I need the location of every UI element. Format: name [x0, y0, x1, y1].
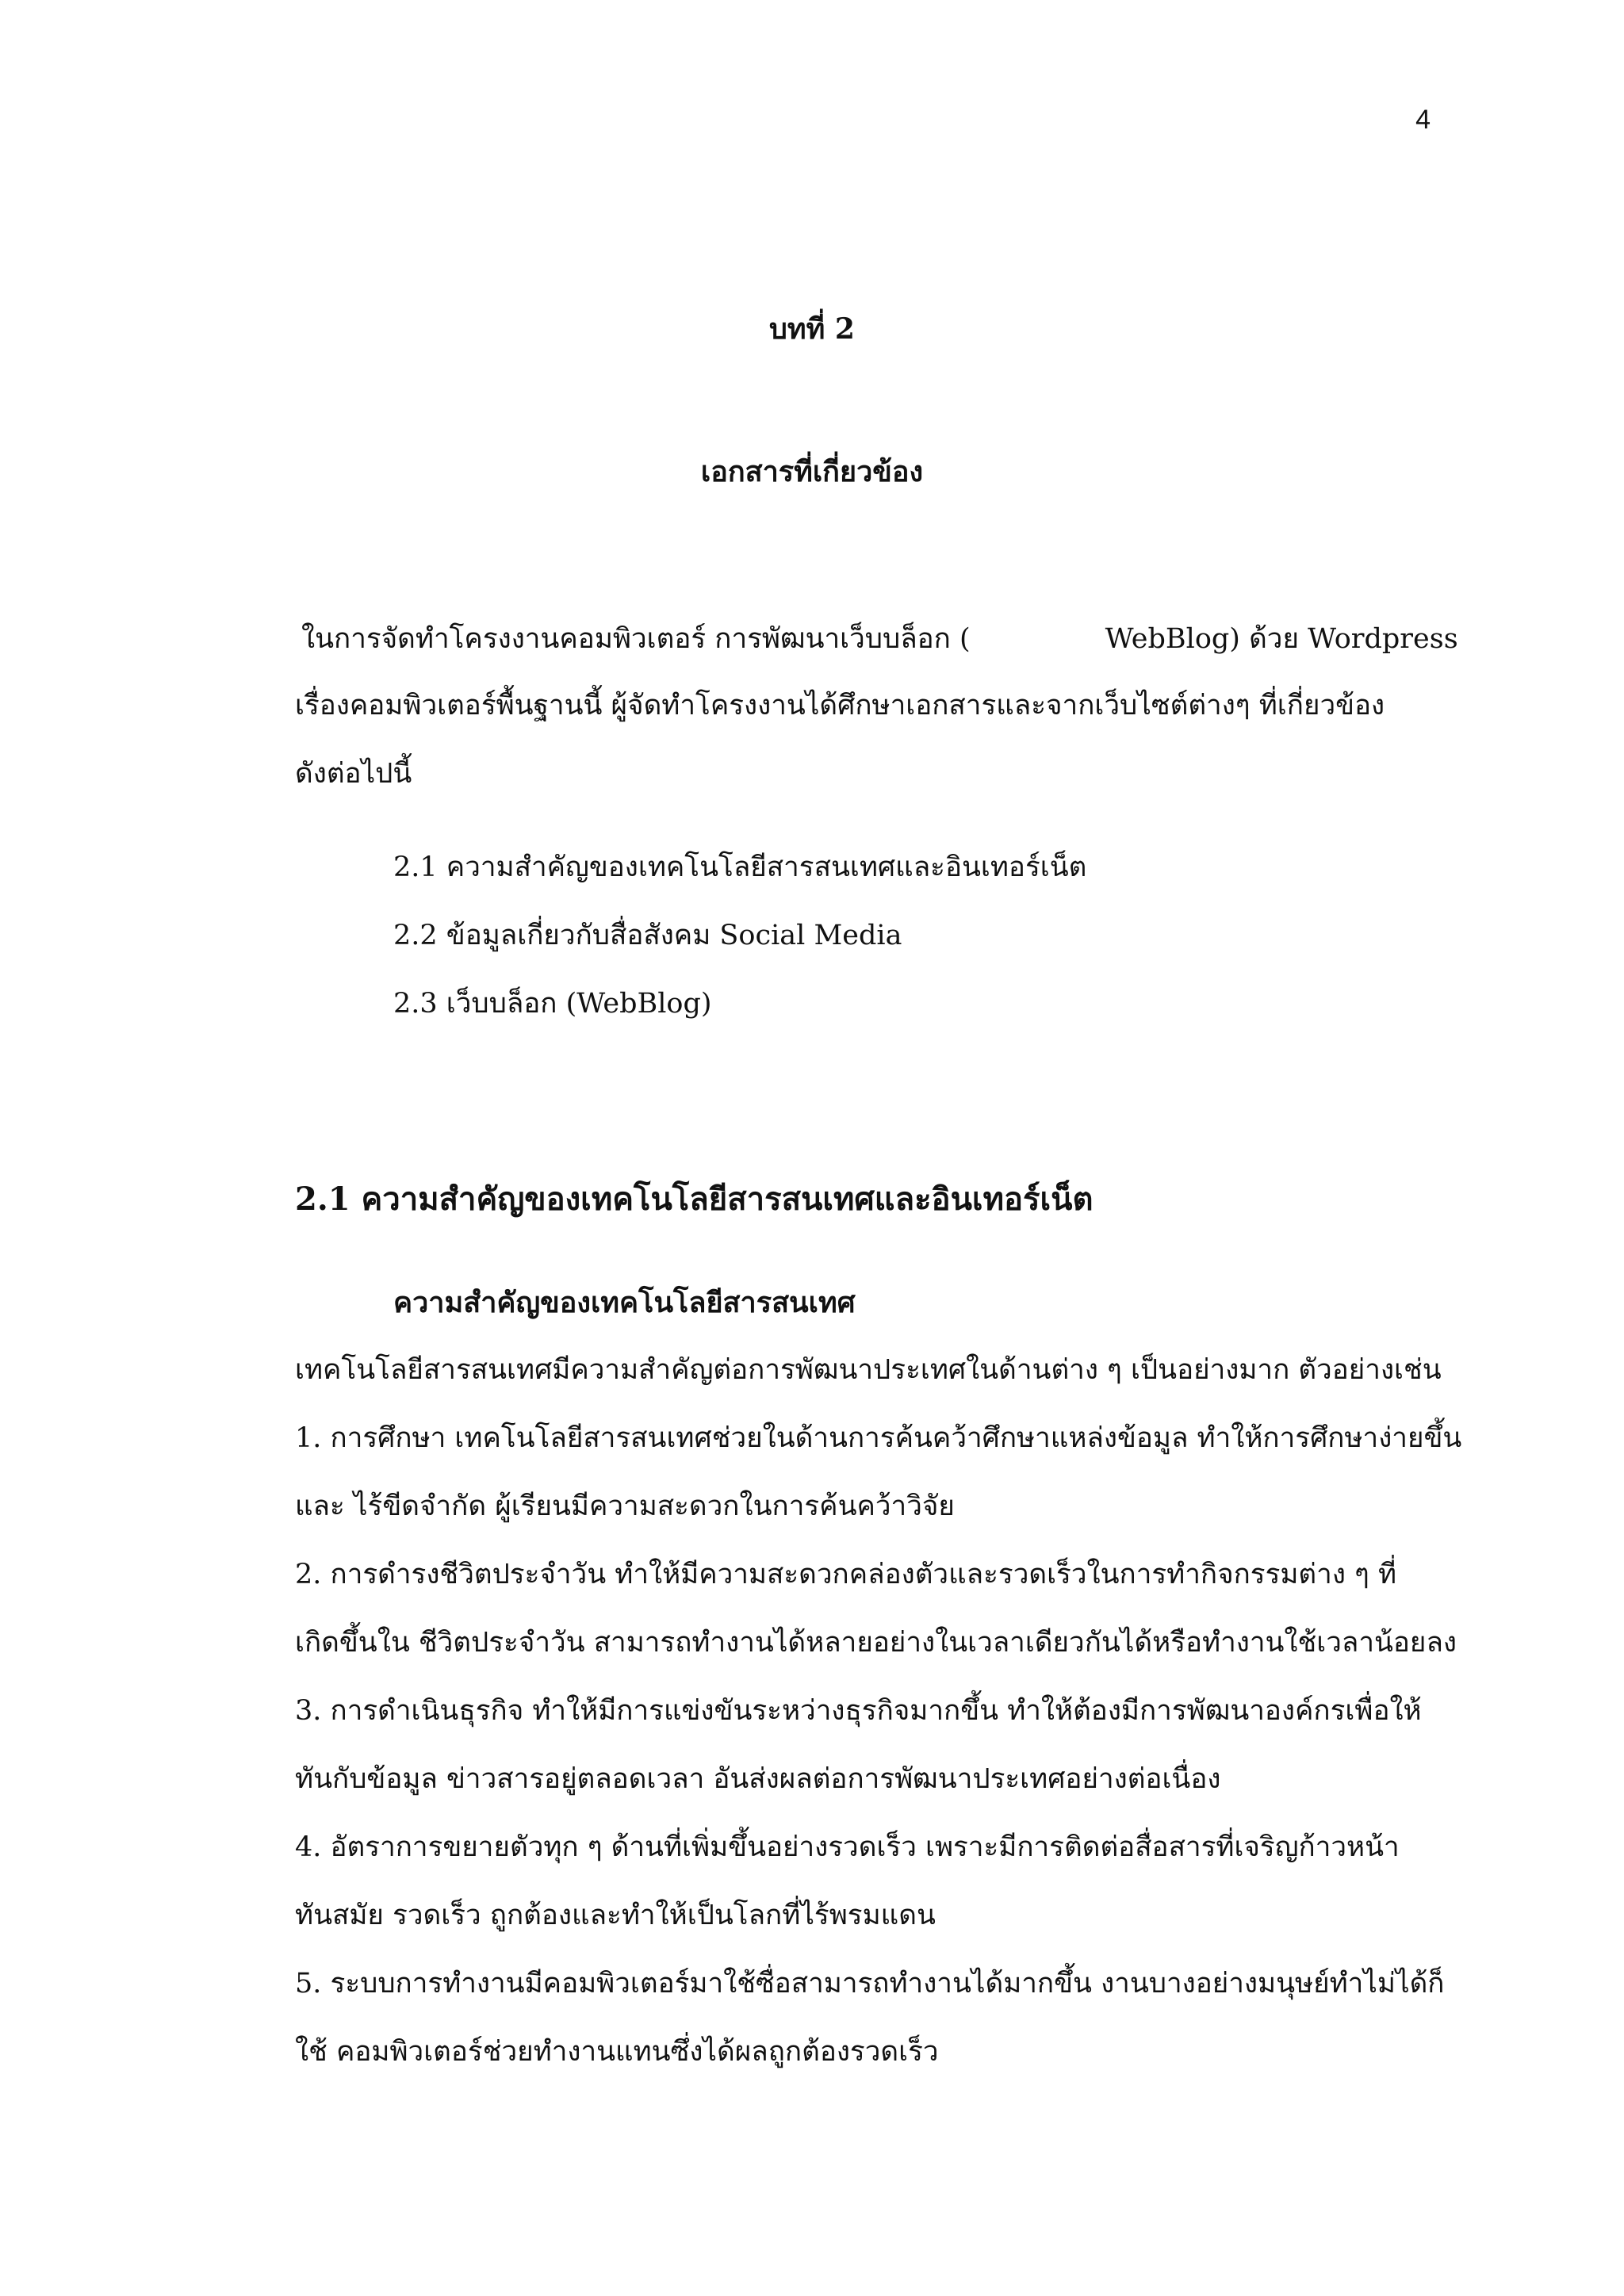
intro-line-1-part-b: WebBlog) ด้วย Wordpress — [1105, 623, 1458, 655]
body-line: ทันกับข้อมูล ข่าวสารอยู่ตลอดเวลา อันส่งผลต่อการพัฒนาประเทศอย่างต่อเนื่อง — [295, 1763, 1221, 1795]
topic-item: 2.1 ความสำคัญของเทคโนโลยีสารสนเทศและอินเทอร์เน็ต — [393, 851, 1087, 883]
page-number: 4 — [1415, 105, 1431, 135]
body-line: และ ไร้ขีดจำกัด ผู้เรียนมีความสะดวกในการค้นคว้าวิจัย — [295, 1490, 955, 1522]
intro-line-1-part-a: ในการจัดทำโครงงานคอมพิวเตอร์ การพัฒนาเว็บบล็อก ( — [301, 623, 971, 655]
subsection-heading: ความสำคัญของเทคโนโลยีสารสนเทศ — [393, 1286, 856, 1319]
body-line: 5. ระบบการทำงานมีคอมพิวเตอร์มาใช้ซื่อสามารถทำงานได้มากขึ้น งานบางอย่างมนุษย์ทำไม่ได้ก็ — [295, 1968, 1445, 1999]
body-line: เกิดขึ้นใน ชีวิตประจำวัน สามารถทำงานได้หลายอย่างในเวลาเดียวกันได้หรือทำงานใช้เวลาน้อยลง — [295, 1627, 1457, 1659]
section-heading: 2.1 ความสำคัญของเทคโนโลยีสารสนเทศและอินเทอร์เน็ต — [295, 1181, 1094, 1218]
intro-line-3: ดังต่อไปนี้ — [295, 758, 412, 790]
intro-line-1 — [301, 617, 1458, 660]
body-line: 2. การดำรงชีวิตประจำวัน ทำให้มีความสะดวกคล่องตัวและรวดเร็วในการทำกิจกรรมต่าง ๆ ที่ — [295, 1559, 1397, 1590]
topic-item: 2.2 ข้อมูลเกี่ยวกับสื่อสังคม Social Media — [393, 920, 902, 951]
body-line: ใช้ คอมพิวเตอร์ช่วยทำงานแทนซึ่งได้ผลถูกต้องรวดเร็ว — [295, 2036, 939, 2068]
body-line: 4. อัตราการขยายตัวทุก ๆ ด้านที่เพิ่มขึ้นอย่างรวดเร็ว เพราะมีการติดต่อสื่อสารที่เจริญก้าวหน้า — [295, 1831, 1400, 1863]
body-line: ทันสมัย รวดเร็ว ถูกต้องและทำให้เป็นโลกที่ไร้พรมแดน — [295, 1900, 936, 1931]
topic-item: 2.3 เว็บบล็อก (WebBlog) — [393, 988, 712, 1020]
body-line: 3. การดำเนินธุรกิจ ทำให้มีการแข่งขันระหว่างธุรกิจมากขึ้น ทำให้ต้องมีการพัฒนาองค์กรเพื่อให้ — [295, 1695, 1422, 1727]
intro-line-2: เรื่องคอมพิวเตอร์พื้นฐานนี้ ผู้จัดทำโครงงานได้ศึกษาเอกสารและจากเว็บไซต์ต่างๆ ที่เกี่ยวข้อง — [295, 690, 1385, 721]
chapter-title: เอกสารที่เกี่ยวข้อง — [700, 455, 924, 488]
body-line: 1. การศึกษา เทคโนโลยีสารสนเทศช่วยในด้านการค้นคว้าศึกษาแหล่งข้อมูล ทำให้การศึกษาง่ายขึ้น — [295, 1422, 1462, 1454]
body-line: เทคโนโลยีสารสนเทศมีความสำคัญต่อการพัฒนาประเทศในด้านต่าง ๆ เป็นอย่างมาก ตัวอย่างเช่น — [295, 1354, 1442, 1386]
chapter-number: บทที่ 2 — [769, 312, 855, 346]
